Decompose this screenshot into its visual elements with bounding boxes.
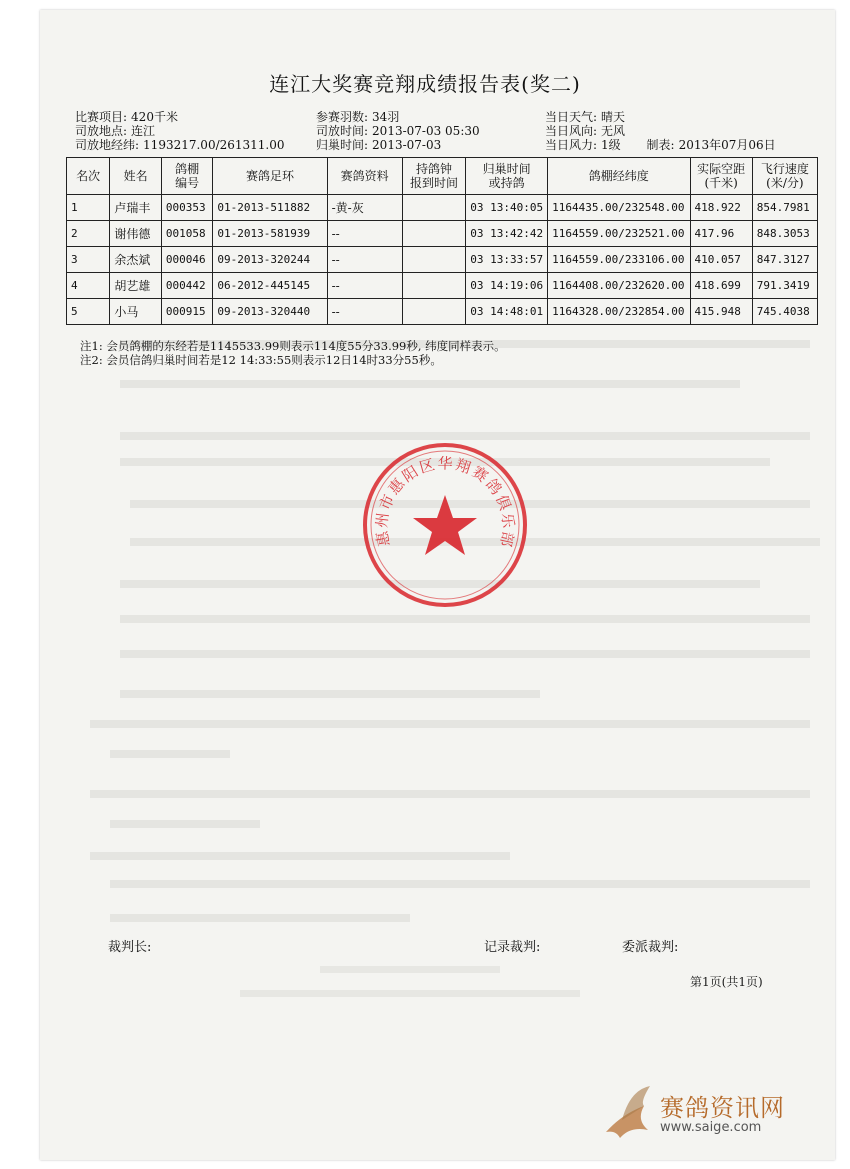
signature-record-referee: 记录裁判:: [484, 940, 541, 955]
cell-ring: 01-2013-581939: [213, 221, 327, 247]
cell-info: -黄-灰: [327, 195, 402, 221]
meta-release-time-label: 司放时间:: [316, 124, 369, 138]
meta-release-time-value: 2013-07-03 05:30: [372, 124, 480, 138]
meta-weather-label: 当日天气:: [545, 110, 598, 124]
cell-rank: 3: [67, 247, 110, 273]
cell-distance: 418.699: [690, 273, 752, 299]
col-return-line1: 归巢时间: [482, 162, 531, 176]
club-seal-stamp: [360, 440, 530, 610]
table-row: [67, 299, 818, 325]
cell-name: 谢伟德: [110, 221, 161, 247]
cell-ring: 01-2013-511882: [213, 195, 327, 221]
meta-return-time: [316, 138, 445, 152]
meta-wind-direction-value: 无风: [601, 124, 626, 138]
cell-speed: 847.3127: [752, 247, 817, 273]
meta-release-place-label: 司放地点:: [75, 124, 128, 138]
col-speed: [752, 158, 817, 195]
col-loft-line2: 编号: [175, 176, 200, 190]
meta-wind-force-label: 当日风力:: [545, 138, 598, 152]
cell-distance: 417.96: [690, 221, 752, 247]
cell-rank: 5: [67, 299, 110, 325]
cell-info: --: [327, 299, 402, 325]
cell-name: 卢瑞丰: [110, 195, 161, 221]
col-speed-line2: (米/分): [766, 176, 804, 190]
note-2: 注2: 会员信鸽归巢时间若是12 14:33:55则表示12日14时33分55秒。: [80, 353, 442, 367]
col-distance: [690, 158, 752, 195]
results-table: [66, 157, 818, 325]
col-distance-line2: (千米): [704, 176, 738, 190]
saige-watermark: [600, 1080, 820, 1150]
cell-distance: 418.922: [690, 195, 752, 221]
note-1: 注1: 会员鸽棚的东经若是1145533.99则表示114度55分33.99秒, 纬度同样表示。: [80, 339, 506, 353]
signature-delegate-referee: 委派裁判:: [622, 940, 679, 955]
col-loft-line1: 鸽棚: [175, 162, 200, 176]
col-return: [466, 158, 548, 195]
meta-release-place: [75, 124, 159, 138]
table-row: [67, 221, 818, 247]
col-clock-line2: 报到时间: [409, 176, 458, 190]
cell-info: --: [327, 221, 402, 247]
cell-loft: 000046: [161, 247, 213, 273]
meta-release-coord-label: 司放地经纬:: [75, 138, 140, 152]
col-ring: 赛鸽足环: [213, 158, 327, 195]
col-rank: 名次: [67, 158, 110, 195]
col-loft: [161, 158, 213, 195]
table-header-row: [67, 158, 818, 195]
cell-loft: 000442: [161, 273, 213, 299]
cell-rank: 1: [67, 195, 110, 221]
cell-distance: 415.948: [690, 299, 752, 325]
cell-return: 03 13:42:42: [466, 221, 548, 247]
cell-info: --: [327, 247, 402, 273]
meta-release-coord: [75, 138, 289, 152]
col-info: 赛鸽资料: [327, 158, 402, 195]
meta-entries-label: 参赛羽数:: [316, 110, 369, 124]
meta-entries: [316, 110, 403, 124]
cell-info: --: [327, 273, 402, 299]
cell-speed: 848.3053: [752, 221, 817, 247]
cell-ring: 09-2013-320440: [213, 299, 327, 325]
seal-text: 惠州市惠阳区华翔赛鸽俱乐部: [372, 454, 518, 551]
meta-wind-force: [545, 138, 780, 152]
cell-return: 03 14:19:06: [466, 273, 548, 299]
col-speed-line1: 飞行速度: [760, 162, 809, 176]
report-title: 连江大奖赛竞翔成绩报告表(奖二): [269, 72, 581, 96]
col-clock: [402, 158, 465, 195]
meta-release-coord-value: 1193217.00/261311.00: [143, 138, 285, 152]
cell-ring: 09-2013-320244: [213, 247, 327, 273]
col-return-line2: 或持鸽: [488, 176, 525, 190]
cell-ring: 06-2012-445145: [213, 273, 327, 299]
meta-release-time: [316, 124, 484, 138]
watermark-url: www.saige.com: [660, 1120, 762, 1135]
col-clock-line1: 持鸽钟: [415, 162, 452, 176]
col-name: 姓名: [110, 158, 161, 195]
signature-chief-referee: 裁判长:: [108, 940, 152, 955]
cell-speed: 791.3419: [752, 273, 817, 299]
cell-coord: 1164559.00/232521.00: [548, 221, 690, 247]
cell-clock: [402, 221, 465, 247]
cell-return: 03 14:48:01: [466, 299, 548, 325]
cell-clock: [402, 195, 465, 221]
cell-speed: 745.4038: [752, 299, 817, 325]
cell-coord: 1164435.00/232548.00: [548, 195, 690, 221]
cell-coord: 1164328.00/232854.00: [548, 299, 690, 325]
meta-event-label: 比赛项目:: [75, 110, 128, 124]
table-row: [67, 247, 818, 273]
meta-return-time-value: 2013-07-03: [372, 138, 442, 152]
meta-weather: [545, 110, 629, 124]
cell-clock: [402, 273, 465, 299]
cell-coord: 1164559.00/233106.00: [548, 247, 690, 273]
cell-name: 小马: [110, 299, 161, 325]
cell-loft: 000915: [161, 299, 213, 325]
col-coord: 鸽棚经纬度: [548, 158, 690, 195]
meta-weather-value: 晴天: [601, 110, 626, 124]
meta-event-value: 420千米: [131, 110, 178, 124]
meta-event: [75, 110, 182, 124]
meta-release-place-value: 连江: [131, 124, 156, 138]
cell-loft: 001058: [161, 221, 213, 247]
cell-distance: 410.057: [690, 247, 752, 273]
meta-wind-direction-label: 当日风向:: [545, 124, 598, 138]
meta-return-time-label: 归巢时间:: [316, 138, 369, 152]
table-row: [67, 195, 818, 221]
cell-return: 03 13:40:05: [466, 195, 548, 221]
cell-return: 03 13:33:57: [466, 247, 548, 273]
cell-rank: 4: [67, 273, 110, 299]
cell-rank: 2: [67, 221, 110, 247]
cell-coord: 1164408.00/232620.00: [548, 273, 690, 299]
cell-clock: [402, 247, 465, 273]
meta-entries-value: 34羽: [372, 110, 400, 124]
meta-made-value: 2013年07月06日: [678, 138, 776, 152]
col-distance-line1: 实际空距: [697, 162, 746, 176]
cell-speed: 854.7981: [752, 195, 817, 221]
meta-wind-direction: [545, 124, 629, 138]
cell-clock: [402, 299, 465, 325]
pigeon-logo-icon: [600, 1080, 656, 1146]
cell-name: 余杰斌: [110, 247, 161, 273]
page-number: 第1页(共1页): [690, 975, 763, 989]
meta-wind-force-value: 1级: [601, 138, 621, 152]
cell-name: 胡艺雄: [110, 273, 161, 299]
watermark-name: 赛鸽资讯网: [660, 1094, 785, 1122]
cell-loft: 000353: [161, 195, 213, 221]
meta-made-label: 制表:: [646, 138, 675, 152]
table-row: [67, 273, 818, 299]
